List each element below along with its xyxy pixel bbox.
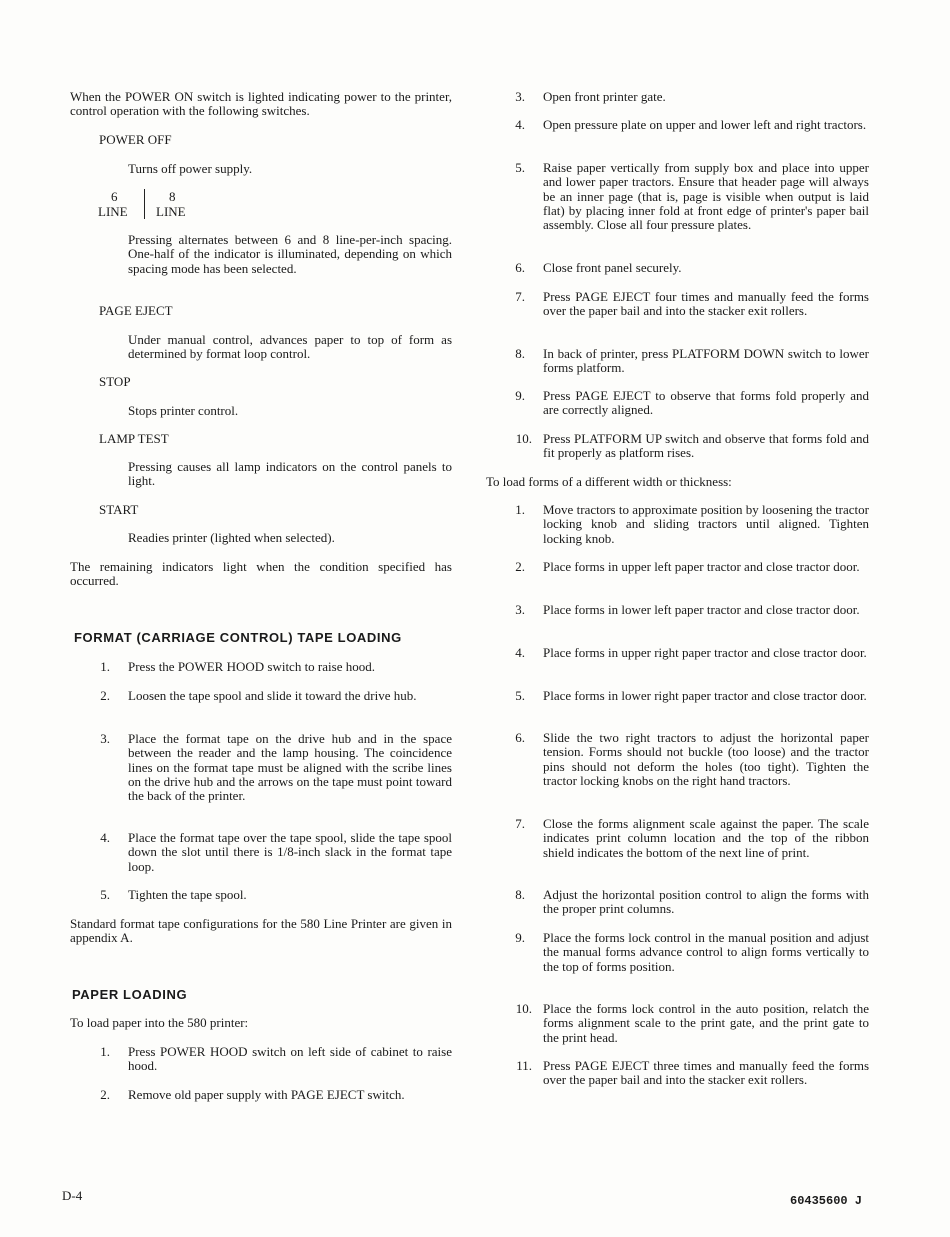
forms-step-number: 9.	[515, 930, 525, 945]
forms-step-text: Move tractors to approximate position by loosening the tractor locking knob and sliding tractors until aligned. Tighten locking knob.	[543, 502, 869, 546]
switch-desc-power-off: Turns off power supply.	[128, 161, 253, 176]
format-step-text: Tighten the tape spool.	[128, 887, 247, 902]
paper-step-text: Open pressure plate on upper and lower left and right tractors.	[543, 117, 867, 132]
switch-8-line-label: LINE	[156, 204, 186, 219]
switch-name-power-off: POWER OFF	[99, 132, 172, 147]
switch-name-stop: STOP	[99, 374, 131, 389]
switch-desc-start: Readies printer (lighted when selected).	[128, 530, 335, 545]
paper-step-text: Close front panel securely.	[543, 260, 682, 275]
switch-6-label: 6	[111, 189, 118, 204]
remaining-indicators-paragraph: The remaining indicators light when the condition specified has occurred.	[70, 559, 452, 589]
paper-step-number: 4.	[515, 117, 525, 132]
forms-step-text: Place forms in upper left paper tractor and close tractor door.	[543, 559, 860, 574]
format-step-number: 1.	[100, 659, 110, 674]
paper-step-text: Remove old paper supply with PAGE EJECT switch.	[128, 1087, 405, 1102]
paper-step-number: 10.	[515, 431, 532, 446]
format-step-number: 5.	[100, 887, 110, 902]
paper-step-number: 9.	[515, 388, 525, 403]
forms-step-text: Place forms in lower left paper tractor and close tractor door.	[543, 602, 860, 617]
paper-step-text: Open front printer gate.	[543, 89, 666, 104]
paper-step-text: Press POWER HOOD switch on left side of cabinet to raise hood.	[128, 1044, 452, 1074]
switch-desc-page-eject: Under manual control, advances paper to top of form as determined by format loop control.	[128, 332, 452, 362]
switch-8-label: 8	[169, 189, 176, 204]
format-step-number: 3.	[100, 731, 110, 746]
forms-step-number: 1.	[515, 502, 525, 517]
forms-step-text: Slide the two right tractors to adjust the horizontal paper tension. Forms should not buckle (too loose) and the tractor pins should not deform the holes (too tight). Tighten the tractor locking knobs on the right hand tractors.	[543, 730, 869, 788]
forms-step-text: Place forms in upper right paper tractor and close tractor door.	[543, 645, 867, 660]
standard-format-paragraph: Standard format tape configurations for the 580 Line Printer are given in appendix A.	[70, 916, 452, 946]
switch-divider	[144, 189, 145, 219]
format-step-number: 2.	[100, 688, 110, 703]
forms-step-text: Press PAGE EJECT three times and manually feed the forms over the paper bail and into the stacker exit rollers.	[543, 1058, 869, 1088]
format-step-number: 4.	[100, 830, 110, 845]
switch-desc-line-spacing: Pressing alternates between 6 and 8 line-per-inch spacing. One-half of the indicator is illuminated, depending on which spacing mode has been selected.	[128, 232, 452, 276]
forms-step-number: 6.	[515, 730, 525, 745]
paper-step-text: Raise paper vertically from supply box and place into upper and lower paper tractors. Ensure that header page will always be an inner page (that is, page is visible when output is laid flat) by placing inner fold at front edge of printer's paper bail assembly. Close all four pressure plates.	[543, 160, 869, 233]
paper-step-number: 5.	[515, 160, 525, 175]
forms-step-number: 7.	[515, 816, 525, 831]
page-number: D-4	[62, 1188, 83, 1203]
paper-loading-heading: PAPER LOADING	[72, 987, 188, 1002]
forms-step-number: 4.	[515, 645, 525, 660]
paper-step-text: In back of printer, press PLATFORM DOWN switch to lower forms platform.	[543, 346, 869, 376]
paper-step-text: Press PAGE EJECT to observe that forms fold properly and are correctly aligned.	[543, 388, 869, 418]
format-tape-heading: FORMAT (CARRIAGE CONTROL) TAPE LOADING	[74, 630, 402, 645]
switch-desc-lamp-test: Pressing causes all lamp indicators on the control panels to light.	[128, 459, 452, 489]
forms-step-text: Close the forms alignment scale against the paper. The scale indicates print column location and the top of the ribbon shield indicates the bottom of the next line of print.	[543, 816, 869, 860]
forms-step-text: Place the forms lock control in the auto position, relatch the forms alignment scale to the print gate, and the print gate to the print head.	[543, 1001, 869, 1045]
intro-paragraph: When the POWER ON switch is lighted indicating power to the printer, control operation with the following switches.	[70, 89, 452, 119]
paper-step-number: 6.	[515, 260, 525, 275]
paper-step-number: 1.	[100, 1044, 110, 1059]
forms-step-text: Place forms in lower right paper tractor and close tractor door.	[543, 688, 867, 703]
paper-step-number: 7.	[515, 289, 525, 304]
format-step-text: Loosen the tape spool and slide it toward the drive hub.	[128, 688, 417, 703]
forms-step-number: 11.	[516, 1058, 532, 1073]
format-step-text: Place the format tape on the drive hub and in the space between the reader and the lamp housing. The coincidence lines on the format tape must be aligned with the scribe lines on the drive hub and the arrows on the tape must point toward the back of the printer.	[128, 731, 452, 804]
paper-step-text: Press PAGE EJECT four times and manually feed the forms over the paper bail and into the stacker exit rollers.	[543, 289, 869, 319]
paper-step-number: 8.	[515, 346, 525, 361]
switch-name-lamp-test: LAMP TEST	[99, 431, 169, 446]
forms-step-number: 10.	[515, 1001, 532, 1016]
different-width-intro: To load forms of a different width or thickness:	[486, 474, 732, 489]
switch-6-line-label: LINE	[98, 204, 128, 219]
forms-step-number: 5.	[515, 688, 525, 703]
document-number: 60435600 J	[790, 1194, 863, 1208]
forms-step-text: Adjust the horizontal position control to align the forms with the proper print columns.	[543, 887, 869, 917]
format-step-text: Place the format tape over the tape spool, slide the tape spool down the slot until there is 1/8-inch slack in the format tape loop.	[128, 830, 452, 874]
forms-step-number: 8.	[515, 887, 525, 902]
format-step-text: Press the POWER HOOD switch to raise hood.	[128, 659, 375, 674]
paper-step-text: Press PLATFORM UP switch and observe that forms fold and fit properly as platform rises.	[543, 431, 869, 461]
paper-step-number: 2.	[100, 1087, 110, 1102]
switch-name-page-eject: PAGE EJECT	[99, 303, 173, 318]
forms-step-number: 3.	[515, 602, 525, 617]
forms-step-number: 2.	[515, 559, 525, 574]
switch-name-start: START	[99, 502, 139, 517]
switch-desc-stop: Stops printer control.	[128, 403, 239, 418]
paper-step-number: 3.	[515, 89, 525, 104]
paper-loading-intro: To load paper into the 580 printer:	[70, 1015, 249, 1030]
forms-step-text: Place the forms lock control in the manual position and adjust the manual forms advance control to align forms vertically to the top of forms position.	[543, 930, 869, 974]
